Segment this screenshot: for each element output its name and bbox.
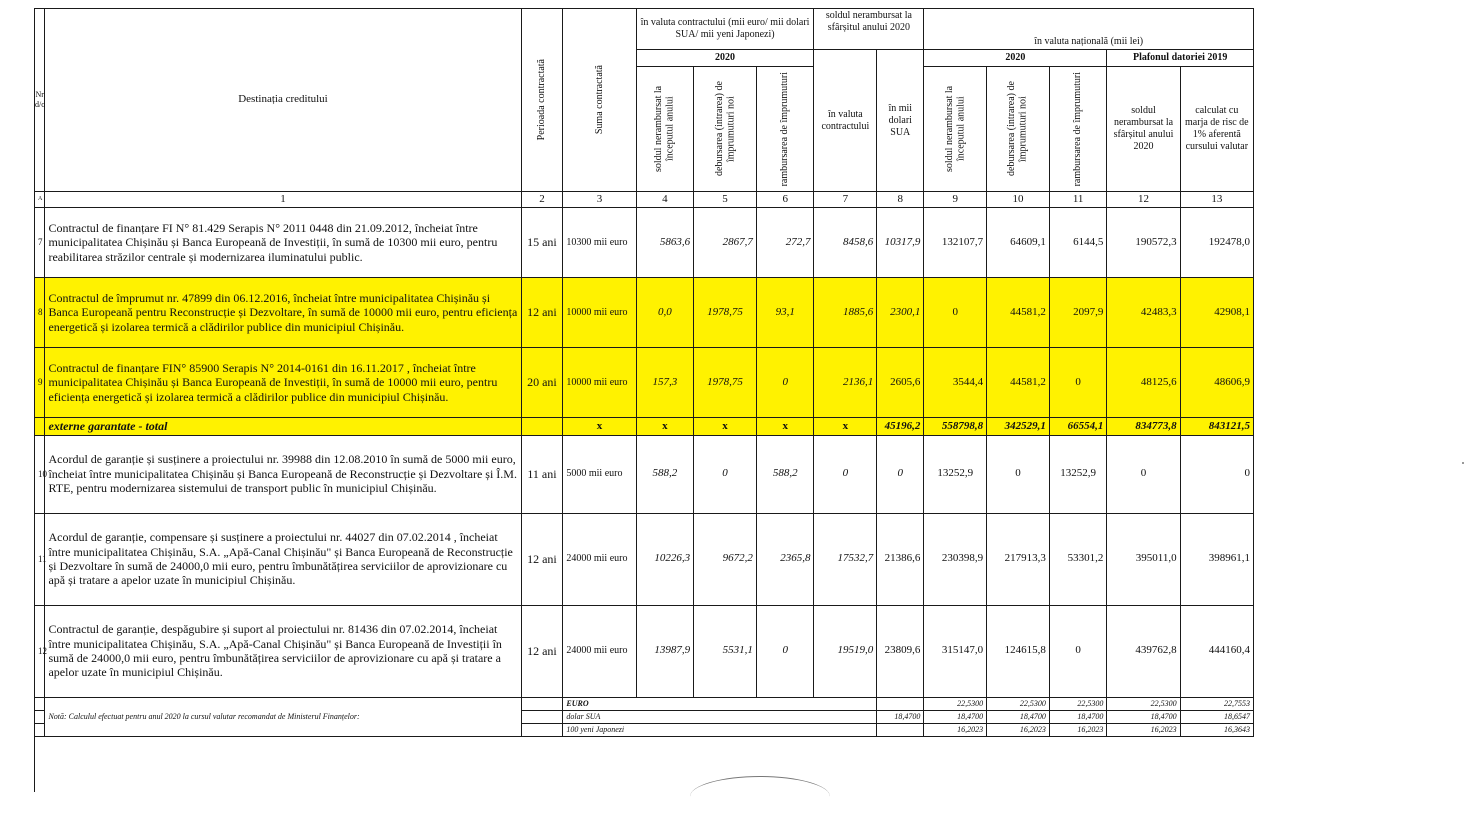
row-v12: 0 — [1107, 435, 1180, 513]
row-v7: 19519,0 — [814, 605, 877, 697]
column-numbers-row — [35, 192, 1254, 208]
total-x: x — [756, 418, 814, 435]
total-blank — [35, 418, 45, 435]
signature-stamp-mark — [690, 776, 830, 817]
nr-header: Nr d/o — [35, 9, 45, 192]
colnum-10: 10 — [987, 192, 1050, 208]
rate-v11: 22,5300 — [1049, 697, 1107, 710]
total-x: x — [814, 418, 877, 435]
rate-v8: 18,4700 — [877, 710, 924, 723]
row-v11: 0 — [1049, 605, 1107, 697]
row-perioada: 11 ani — [521, 435, 563, 513]
rate-v8 — [877, 723, 924, 736]
colnum-a: A — [35, 192, 45, 208]
col12-header: soldul nerambursat la sfârșitul anului 2020 — [1107, 67, 1180, 192]
total-label: externe garantate - total — [45, 418, 521, 435]
credit-table — [34, 8, 1254, 737]
row-v11: 53301,2 — [1049, 513, 1107, 605]
row-v11: 6144,5 — [1049, 208, 1107, 278]
row-v5: 2867,7 — [694, 208, 757, 278]
row-suma: 10000 mii euro — [563, 278, 636, 348]
rate-v13: 18,6547 — [1180, 710, 1253, 723]
row-v10: 124615,8 — [987, 605, 1050, 697]
row-v8: 10317,9 — [877, 208, 924, 278]
row-v9: 3544,4 — [924, 348, 987, 418]
rate-v10: 18,4700 — [987, 710, 1050, 723]
total-v9: 558798,8 — [924, 418, 987, 435]
row-number: 11 — [35, 513, 45, 605]
row-v12: 48125,6 — [1107, 348, 1180, 418]
soldul-sfarsit-header: soldul nerambursat la sfârșitul anului 2020 — [814, 9, 924, 50]
col10-header: debursarea (intrarea) de împrumuturi noi — [987, 67, 1050, 192]
row-v6: 93,1 — [756, 278, 814, 348]
row-perioada: 12 ani — [521, 278, 563, 348]
row-v12: 439762,8 — [1107, 605, 1180, 697]
col7-header: în valuta contractului — [814, 50, 877, 192]
row-v7: 0 — [814, 435, 877, 513]
row-v12: 42483,3 — [1107, 278, 1180, 348]
row-v6: 0 — [756, 605, 814, 697]
col11-header: rambursarea de împrumuturi — [1049, 67, 1107, 192]
row-v5: 9672,2 — [694, 513, 757, 605]
row-perioada: 12 ani — [521, 513, 563, 605]
rate-row-euro — [35, 697, 1254, 710]
row-v4: 588,2 — [636, 435, 694, 513]
rate-blank — [521, 723, 563, 736]
row-v11: 13252,9 — [1049, 435, 1107, 513]
valuta-contract-header: în valuta contractului (mii euro/ mii dolari SUA/ mii yeni Japonezi) — [636, 9, 814, 50]
row-suma: 24000 mii euro — [563, 605, 636, 697]
total-x: x — [636, 418, 694, 435]
row-suma: 10300 mii euro — [563, 208, 636, 278]
rate-currency: 100 yeni Japonezi — [563, 723, 877, 736]
row-suma: 10000 mii euro — [563, 348, 636, 418]
row-number: 8 — [35, 278, 45, 348]
destinatia-header: Destinația creditului — [45, 9, 521, 192]
rate-currency: dolar SUA — [563, 710, 877, 723]
row-number: 10 — [35, 435, 45, 513]
row-v13: 0 — [1180, 435, 1253, 513]
colnum-7: 7 — [814, 192, 877, 208]
row-v7: 1885,6 — [814, 278, 877, 348]
year-2020-header-b: 2020 — [924, 50, 1107, 67]
table-row — [35, 435, 1254, 513]
row-v11: 2097,9 — [1049, 278, 1107, 348]
rate-v10: 16,2023 — [987, 723, 1050, 736]
row-v8: 23809,6 — [877, 605, 924, 697]
col13-header: calculat cu marja de risc de 1% aferentă cursului valutar — [1180, 67, 1253, 192]
table-row — [35, 348, 1254, 418]
row-v11: 0 — [1049, 348, 1107, 418]
rate-v12: 18,4700 — [1107, 710, 1180, 723]
rate-blank — [35, 710, 45, 723]
table-row — [35, 208, 1254, 278]
row-v9: 0 — [924, 278, 987, 348]
row-v13: 192478,0 — [1180, 208, 1253, 278]
rate-blank — [521, 710, 563, 723]
colnum-1: 1 — [45, 192, 521, 208]
table-row — [35, 605, 1254, 697]
rate-v12: 22,5300 — [1107, 697, 1180, 710]
col5-header: debursarea (intrarea) de împrumuturi noi — [694, 67, 757, 192]
total-v11: 66554,1 — [1049, 418, 1107, 435]
perioada-header: Perioada contractată — [521, 9, 563, 192]
rate-v12: 16,2023 — [1107, 723, 1180, 736]
row-description: Acordul de garanție, compensare și susținere a proiectului nr. 44027 din 07.02.2014 , încheiat între municipalitatea Chișinău, S.A. „Apă-Canal Chișinău" și Banca Europeană de Reconstrucție și Dezvoltare în sumă de 24000,0 mii euro, pentru îmbunătățirea serviciilor de aprovizionare cu apă și tratare a apelor uzate în municipiul Chișinău. — [45, 513, 521, 605]
colnum-2: 2 — [521, 192, 563, 208]
colnum-3: 3 — [563, 192, 636, 208]
row-v10: 64609,1 — [987, 208, 1050, 278]
row-v9: 315147,0 — [924, 605, 987, 697]
rate-currency: EURO — [563, 697, 877, 710]
total-x: x — [563, 418, 636, 435]
row-v8: 2605,6 — [877, 348, 924, 418]
row-description: Contractul de garanție, despăgubire și suport al proiectului nr. 81436 din 07.02.2014, încheiat între municipalitatea Chișinău, S.A. „Apă-Canal Chișinău" și Banca Europeană de Investiții în sumă de 24000,0 mii euro, pentru îmbunătățirea serviciilor de aprovizionare cu apă și tratare a apelor uzate în municipiul Chișinău. — [45, 605, 521, 697]
colnum-5: 5 — [694, 192, 757, 208]
row-v8: 2300,1 — [877, 278, 924, 348]
total-blank — [521, 418, 563, 435]
total-v8: 45196,2 — [877, 418, 924, 435]
col8-header: în mii dolari SUA — [877, 50, 924, 192]
total-v12: 834773,8 — [1107, 418, 1180, 435]
row-v8: 0 — [877, 435, 924, 513]
row-v7: 17532,7 — [814, 513, 877, 605]
row-v7: 8458,6 — [814, 208, 877, 278]
row-v5: 1978,75 — [694, 348, 757, 418]
col9-header: soldul nerambursat la începutul anului — [924, 67, 987, 192]
row-number: 12 — [35, 605, 45, 697]
row-suma: 5000 mii euro — [563, 435, 636, 513]
row-v9: 13252,9 — [924, 435, 987, 513]
table-row — [35, 278, 1254, 348]
row-v10: 44581,2 — [987, 348, 1050, 418]
rate-v9: 22,5300 — [924, 697, 987, 710]
row-v4: 5863,6 — [636, 208, 694, 278]
row-description: Contractul de finanțare FIN° 85900 Serapis N° 2014-0161 din 16.11.2017 , încheiat între municipalitatea Chișinău și Banca Europeană de Investiții, în sumă de 10000 mii euro, pentru eficiența energetică și izolarea termică a clădirilor publice din municipiul Chișinău. — [45, 348, 521, 418]
colnum-9: 9 — [924, 192, 987, 208]
row-v7: 2136,1 — [814, 348, 877, 418]
colnum-12: 12 — [1107, 192, 1180, 208]
row-suma: 24000 mii euro — [563, 513, 636, 605]
total-row — [35, 418, 1254, 435]
row-v5: 1978,75 — [694, 278, 757, 348]
row-v13: 42908,1 — [1180, 278, 1253, 348]
row-description: Contractul de împrumut nr. 47899 din 06.12.2016, încheiat între municipalitatea Chișinău și Banca Europeană pentru Reconstrucție și Dezvoltare, în sumă de 10000 mii euro, pentru eficiența energetică și izolarea termică a clădirilor publice din municipiul Chișinău. — [45, 278, 521, 348]
rate-v9: 16,2023 — [924, 723, 987, 736]
row-perioada: 15 ani — [521, 208, 563, 278]
row-v6: 272,7 — [756, 208, 814, 278]
scan-speck — [1462, 462, 1464, 464]
colnum-13: 13 — [1180, 192, 1253, 208]
row-perioada: 20 ani — [521, 348, 563, 418]
total-v13: 843121,5 — [1180, 418, 1253, 435]
col4-header: soldul nerambursat la începutul anului — [636, 67, 694, 192]
note-text: Notă: Calculul efectuat pentru anul 2020 la cursul valutar recomandat de Ministerul Finanțelor: — [45, 697, 521, 736]
row-description: Contractul de finanțare FI N° 81.429 Serapis N° 2011 0448 din 21.09.2012, încheiat între municipalitatea Chișinău și Banca Europeană de Investiții, în sumă de 10300 mii euro, pentru reabilitarea străzilor centrale și modernizarea iluminatului public. — [45, 208, 521, 278]
colnum-4: 4 — [636, 192, 694, 208]
rate-v11: 16,2023 — [1049, 723, 1107, 736]
header-row-1 — [35, 9, 1254, 50]
total-x: x — [694, 418, 757, 435]
row-description: Acordul de garanție și susținere a proiectului nr. 39988 din 12.08.2010 în sumă de 5000 mii euro, încheiat între municipalitatea Chișinău și Banca Europeană de Reconstrucție și Dezvoltare și Î.M. RTE, pentru modernizarea sistemului de transport public în municipiul Chișinău. — [45, 435, 521, 513]
row-v12: 395011,0 — [1107, 513, 1180, 605]
row-v4: 0,0 — [636, 278, 694, 348]
plafon-header: Plafonul datoriei 2019 — [1107, 50, 1254, 67]
valuta-nationala-header: în valuta națională (mii lei) — [924, 9, 1254, 50]
rate-v13: 16,3643 — [1180, 723, 1253, 736]
rate-v10: 22,5300 — [987, 697, 1050, 710]
row-v10: 0 — [987, 435, 1050, 513]
row-v4: 13987,9 — [636, 605, 694, 697]
row-v4: 10226,3 — [636, 513, 694, 605]
suma-header: Suma contractată — [563, 9, 636, 192]
colnum-8: 8 — [877, 192, 924, 208]
row-v5: 0 — [694, 435, 757, 513]
row-v13: 398961,1 — [1180, 513, 1253, 605]
row-v13: 444160,4 — [1180, 605, 1253, 697]
row-v6: 0 — [756, 348, 814, 418]
table-row — [35, 513, 1254, 605]
row-v6: 588,2 — [756, 435, 814, 513]
row-perioada: 12 ani — [521, 605, 563, 697]
rate-blank — [35, 723, 45, 736]
row-number: 7 — [35, 208, 45, 278]
rate-blank — [521, 697, 563, 710]
rate-v8 — [877, 697, 924, 710]
col6-header: rambursarea de împrumuturi — [756, 67, 814, 192]
rate-v9: 18,4700 — [924, 710, 987, 723]
row-v9: 132107,7 — [924, 208, 987, 278]
row-v6: 2365,8 — [756, 513, 814, 605]
row-v9: 230398,9 — [924, 513, 987, 605]
rate-v13: 22,7553 — [1180, 697, 1253, 710]
row-v13: 48606,9 — [1180, 348, 1253, 418]
row-v12: 190572,3 — [1107, 208, 1180, 278]
rate-v11: 18,4700 — [1049, 710, 1107, 723]
total-v10: 342529,1 — [987, 418, 1050, 435]
row-v8: 21386,6 — [877, 513, 924, 605]
year-2020-header-a: 2020 — [636, 50, 814, 67]
rate-blank — [35, 697, 45, 710]
row-number: 9 — [35, 348, 45, 418]
row-v10: 44581,2 — [987, 278, 1050, 348]
row-v10: 217913,3 — [987, 513, 1050, 605]
colnum-6: 6 — [756, 192, 814, 208]
colnum-11: 11 — [1049, 192, 1107, 208]
row-v4: 157,3 — [636, 348, 694, 418]
row-v5: 5531,1 — [694, 605, 757, 697]
